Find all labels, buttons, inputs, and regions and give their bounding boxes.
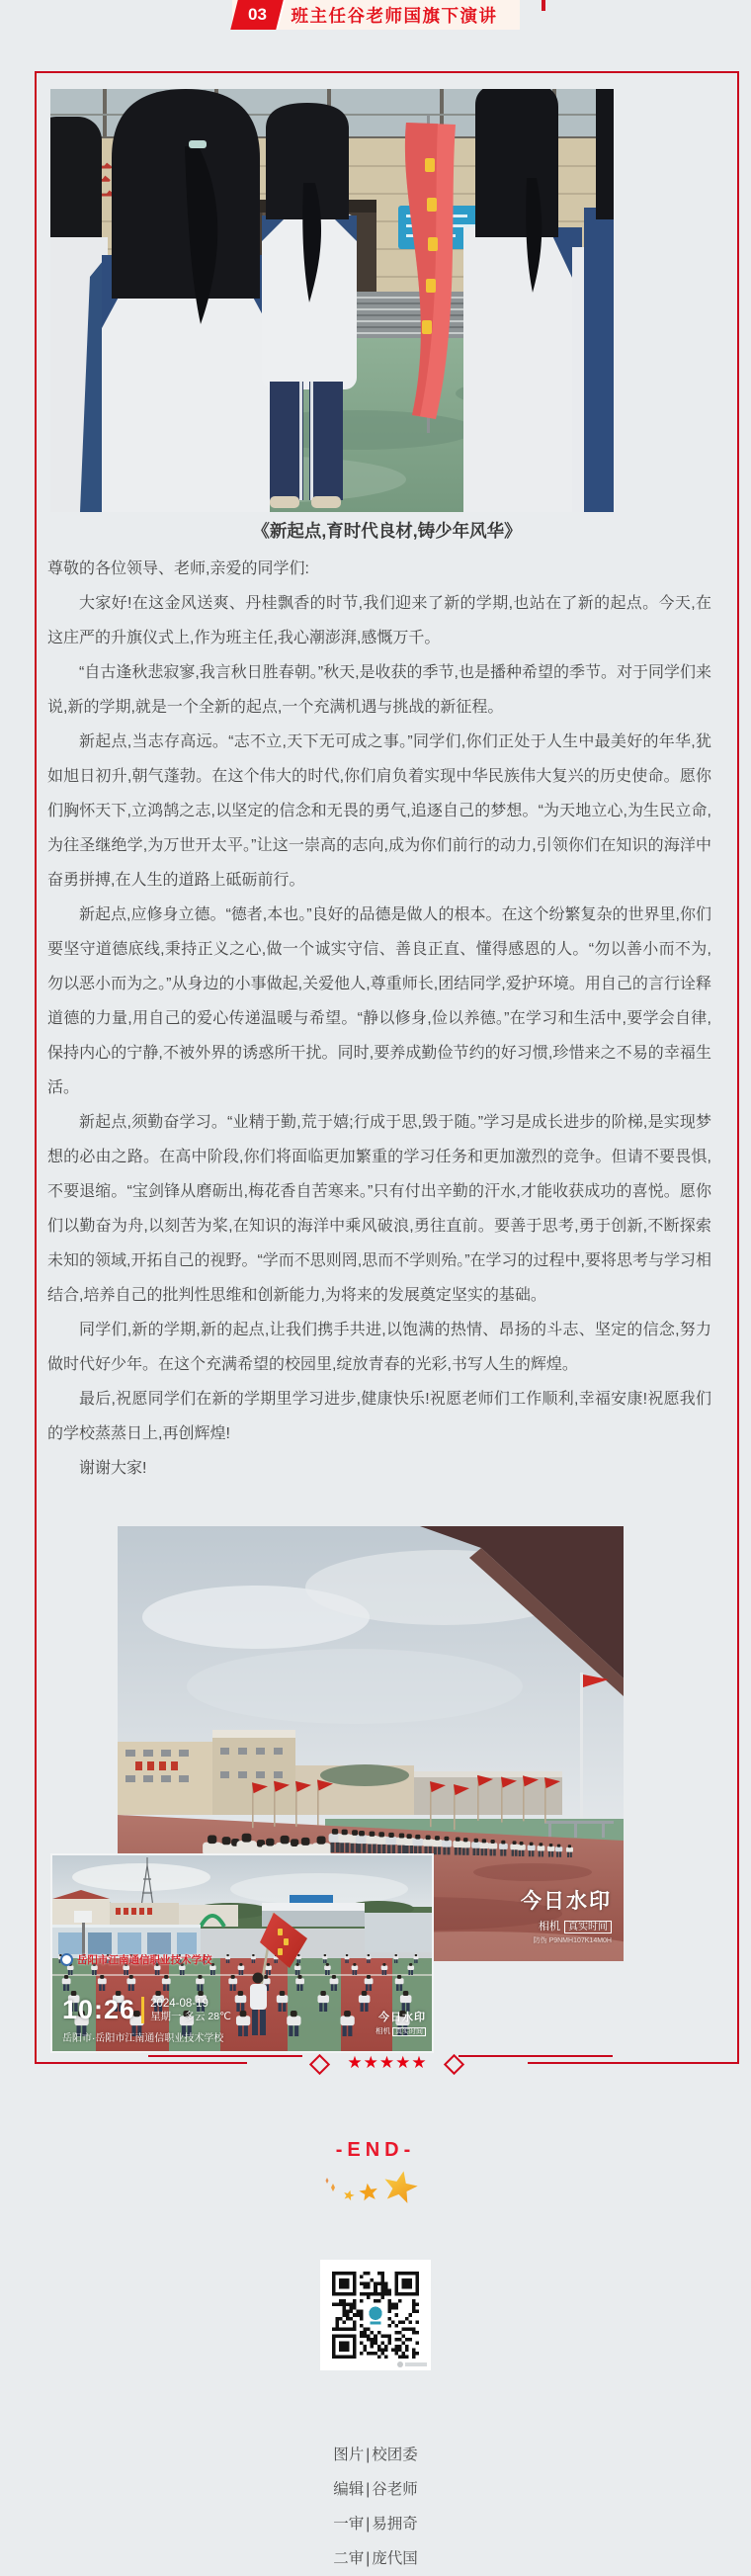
photo-group	[37, 1526, 737, 2052]
credit-separator: |	[366, 2550, 371, 2567]
ceremony-photo-art	[50, 89, 614, 512]
credit-row	[0, 2507, 751, 2541]
section-header-strip	[232, 0, 520, 30]
article-card	[35, 71, 739, 2064]
credit-label: 图片	[333, 2447, 365, 2463]
watermark-camera-label: 相机	[376, 2026, 390, 2035]
watermark-brand: 今日水印	[378, 2012, 426, 2023]
diamond-icon	[309, 2054, 330, 2075]
school-logo-watermark	[60, 1952, 212, 1967]
photo-watermark	[376, 2009, 426, 2043]
credit-separator: |	[366, 2516, 371, 2533]
speech-paragraph: 最后,祝愿同学们在新的学期里学习进步,健康快乐!祝愿老师们工作顺利,幸福安康!祝愿我们的学校蒸蒸日上,再创辉煌!	[47, 1391, 711, 1442]
section-header	[0, 0, 751, 30]
date-text: 2024-08-19	[150, 1997, 209, 2010]
shooting-star-icon	[0, 2166, 751, 2214]
qr-code	[332, 2272, 419, 2359]
qr-caption-mark	[397, 2361, 427, 2367]
photo-watermark	[521, 1885, 612, 1945]
weather-text: 星期一 多云 28℃	[150, 2010, 231, 2022]
credit-row	[0, 2438, 751, 2472]
ceremony-photo[interactable]	[50, 89, 614, 512]
student-figure	[102, 89, 270, 512]
watermark-realtime-badge: 真实时间	[392, 2027, 426, 2036]
section-number-badge	[230, 0, 283, 30]
credit-value: 庞代国	[372, 2550, 418, 2567]
credit-label: 二审	[333, 2550, 365, 2567]
watermark-code: 防伪 P9NMH107K14M0H	[533, 1937, 612, 1944]
speech-paragraph: 新起点,须勤奋学习。“业精于勤,荒于嬉;行成于思,毁于随。”学习是成长进步的阶梯,是实现梦想的必由之路。在高中阶段,你们将面临更加繁重的学习任务和更加激烈的竞争。但请不要畏惧,不要退缩。“宝剑锋从磨砺出,梅花香自苦寒来。”只有付出辛勤的汗水,才能收获成功的喜悦。愿你们以勤奋为舟,以刻苦为桨,在知识的海洋中乘风破浪,勇往直前。要善于思考,勇于创新,不断探索未知的领域,开拓自己的视野。“学而不思则罔,思而不学则殆。”在学习的过程中,要将思考与学习相结合,培养自己的批判性思维和创新能力,为将来的发展奠定坚实的基础。	[47, 1114, 711, 1304]
section-divider	[0, 2049, 751, 2075]
qr-section	[0, 2260, 751, 2370]
credit-separator: |	[366, 2447, 371, 2463]
watermark-camera-label: 相机	[539, 1921, 560, 1932]
school-name: 岳阳市江南通信职业技术学校	[77, 1954, 212, 1966]
court-assembly-photo[interactable]	[50, 1853, 434, 2053]
credit-row	[0, 2541, 751, 2576]
watermark-brand: 今日水印	[521, 1890, 612, 1913]
location-watermark: 岳阳市·岳阳市江南通信职业技术学校	[62, 2033, 224, 2044]
divider-bar	[141, 1997, 144, 2023]
end-section	[0, 2138, 751, 2214]
watermark-realtime-badge: 真实时间	[564, 1921, 612, 1933]
flagpole	[580, 1673, 583, 1831]
credit-row	[0, 2472, 751, 2507]
section-number: 03	[247, 5, 266, 24]
credit-label: 一审	[333, 2516, 365, 2533]
student-figure	[262, 103, 357, 508]
speech-paragraph: 同学们,新的学期,新的起点,让我们携手共进,以饱满的热情、昂扬的斗志、坚定的信念,努力做时代好少年。在这个充满希望的校园里,绽放青春的光彩,书写人生的辉煌。	[47, 1322, 711, 1373]
credit-value: 易拥奇	[372, 2516, 418, 2533]
time-watermark	[62, 1995, 231, 2025]
credits	[0, 2438, 751, 2576]
divider-line	[148, 2055, 302, 2057]
diamond-icon	[444, 2054, 464, 2075]
speech-paragraph: 新起点,当志存高远。“志不立,天下无可成之事。”同学们,你们正处于人生中最美好的年华,犹如旭日初升,朝气蓬勃。在这个伟大的时代,你们肩负着实现中华民族伟大复兴的历史使命。愿你们胸怀天下,立鸿鹄之志,以坚定的信念和无畏的勇气,追逐自己的梦想。“为天地立心,为生民立命,为往圣继绝学,为万世开太平。”让这一崇高的志向,成为你们前行的动力,引领你们在知识的海洋中奋勇拼搏,在人生的道路上砥砺前行。	[47, 733, 711, 889]
credit-value: 谷老师	[372, 2481, 418, 2498]
speech-body	[47, 552, 711, 1489]
credit-value: 校团委	[372, 2447, 418, 2463]
speech-greeting: 尊敬的各位领导、老师,亲爱的同学们:	[47, 560, 309, 577]
star-icons: ★★★★★	[347, 2053, 428, 2072]
section-title: 班主任谷老师国旗下演讲	[291, 5, 498, 26]
decorative-tick	[542, 0, 545, 11]
speech-title: 《新起点,育时代良材,铸少年风华》	[252, 521, 522, 541]
speech-paragraph: 大家好!在这金风送爽、丹桂飘香的时节,我们迎来了新的学期,也站在了新的起点。今天,在这庄严的升旗仪式上,作为班主任,我心潮澎湃,感慨万千。	[47, 595, 711, 646]
credit-separator: |	[366, 2481, 371, 2498]
qr-card[interactable]	[320, 2260, 431, 2370]
speech-paragraph: “自古逢秋悲寂寥,我言秋日胜春朝。”秋天,是收获的季节,也是播种希望的季节。对于同学们来说,新的学期,就是一个全新的起点,一个充满机遇与挑战的新征程。	[47, 664, 711, 716]
speech-paragraph: 新起点,应修身立德。“德者,本也。”良好的品德是做人的根本。在这个纷繁复杂的世界里,你们要坚守道德底线,秉持正义之心,做一个诚实守信、善良正直、懂得感恩的人。“勿以善小而不为,勿以恶小而为之。”从身边的小事做起,关爱他人,尊重师长,团结同学,爱护环境。用自己的言行诠释道德的力量,用自己的爱心传递温暖与希望。“静以修身,俭以养德。”在学习和生活中,要学会自律,保持内心的宁静,不被外界的诱惑所干扰。同时,要养成勤俭节约的好习惯,珍惜来之不易的幸福生活。	[47, 906, 711, 1096]
watermark-code	[376, 2037, 426, 2043]
speech-paragraph: 谢谢大家!	[79, 1460, 147, 1477]
clock-text: 10:26	[62, 1995, 136, 2024]
divider-line	[459, 2055, 613, 2057]
student-figure	[50, 117, 108, 512]
school-logo-icon	[60, 1953, 73, 1966]
end-label: -END-	[335, 2139, 416, 2161]
credit-label: 编辑	[333, 2481, 365, 2498]
